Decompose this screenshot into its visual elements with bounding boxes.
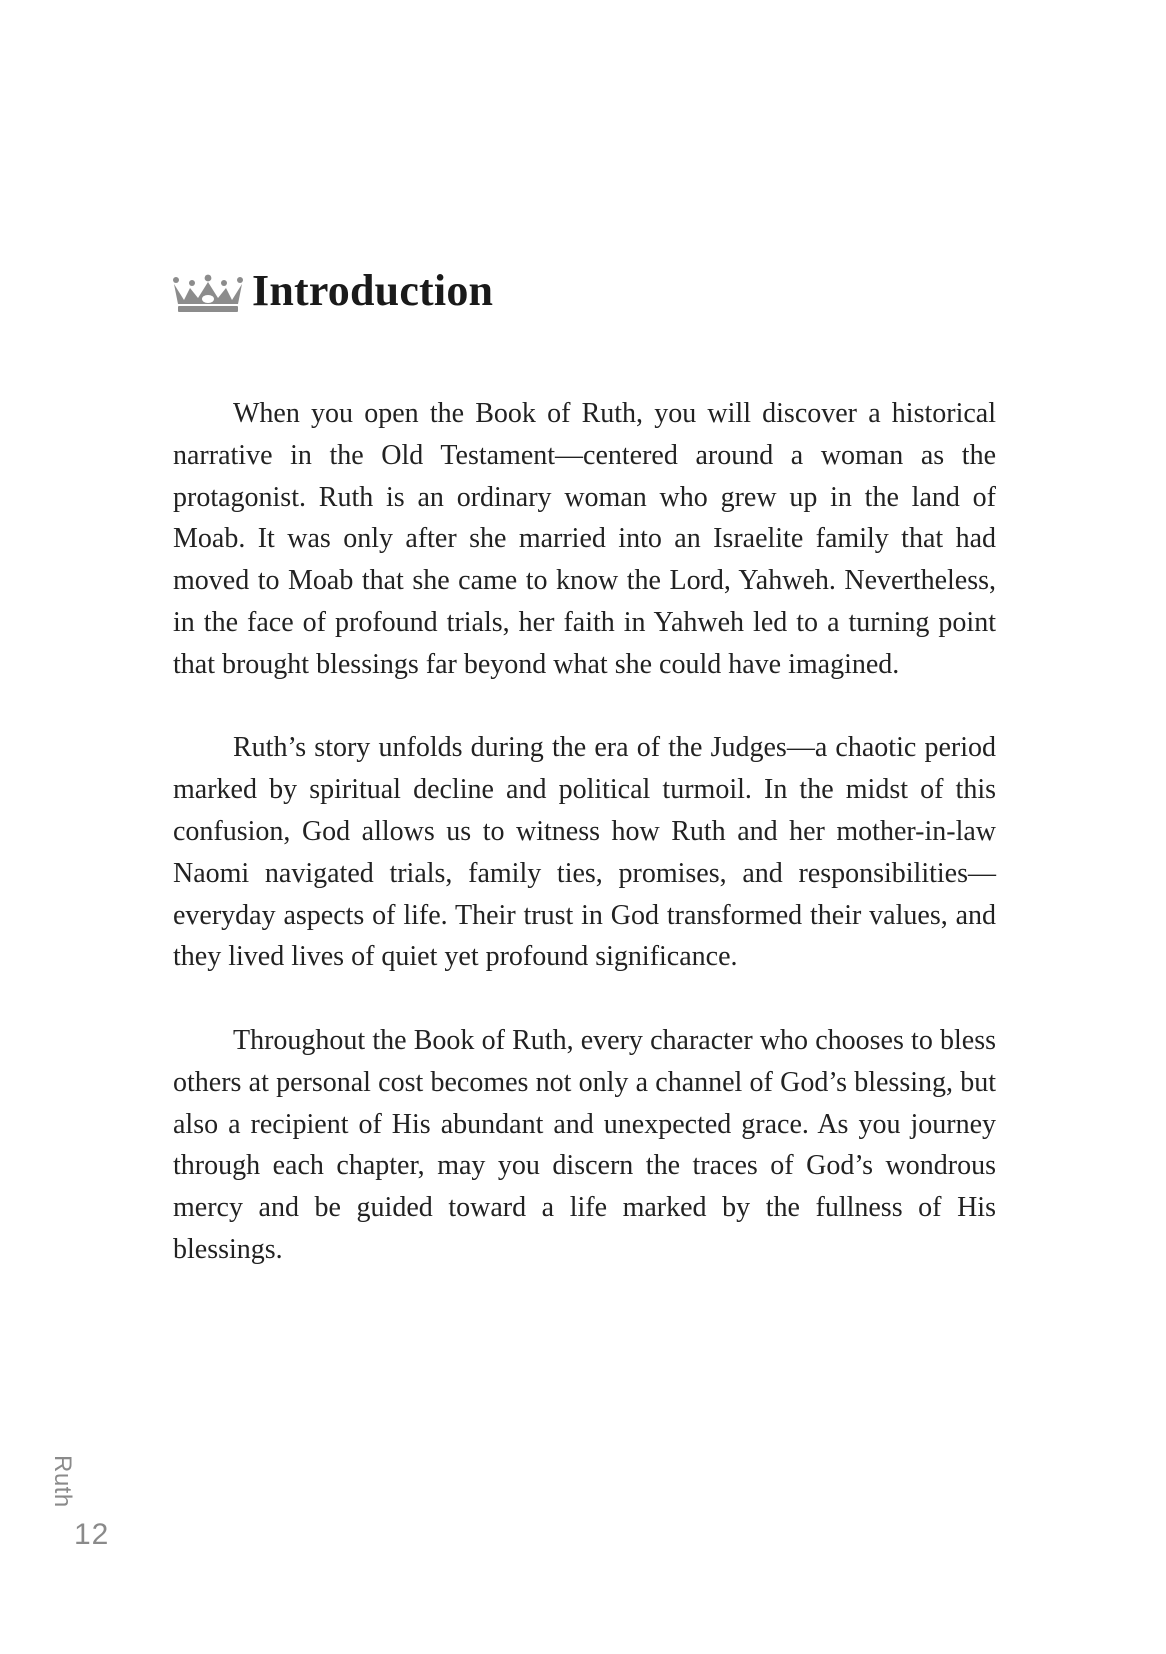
crown-icon xyxy=(170,274,246,314)
paragraph: When you open the Book of Ruth, you will discover a historical narrative in the Old Testament—centered around a woman as the protagonist. Ruth is an ordinary woman who grew up in the land of Moab. It was only after she married into an Israelite family that had moved to Moab that she came to know the Lord, Yahweh. Nevertheless, in the face of profound trials, her faith in Yahweh led to a turning point that brought blessings far beyond what she could have imagined. xyxy=(173,398,996,680)
running-header-book-name: Ruth xyxy=(49,1455,76,1508)
page-number: 12 xyxy=(74,1518,110,1551)
page-title: Introduction xyxy=(252,266,494,315)
body-text xyxy=(173,393,996,1313)
paragraph: Throughout the Book of Ruth, every character who chooses to bless others at personal cost becomes not only a channel of God’s blessing, but also a recipient of His abundant and unexpected grace. As you journey through each chapter, may you discern the traces of God’s wondrous mercy and be guided toward a life marked by the fullness of His blessings. xyxy=(173,1024,996,1265)
paragraph: Ruth’s story unfolds during the era of the Judges—a chaotic period marked by spiritual decline and political turmoil. In the midst of this confusion, God allows us to witness how Ruth and her mother-in-law Naomi navigated trials, family ties, promises, and responsibilities—everyday aspects of life. Their trust in God transformed their values, and they lived lives of quiet yet profound significance. xyxy=(173,732,996,973)
section-heading xyxy=(170,268,493,314)
